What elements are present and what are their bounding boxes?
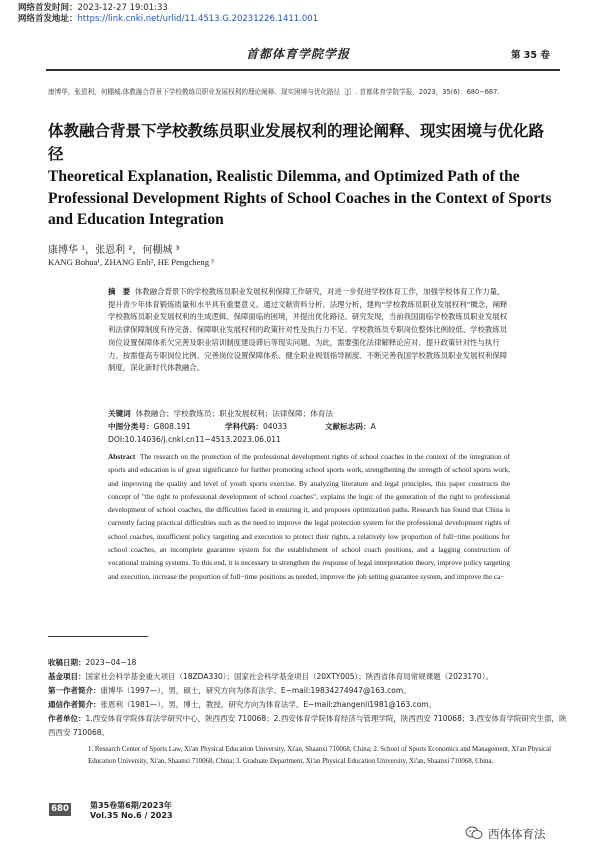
first-author-value: 康博华（1997—），男，硕士，研究方向为体育法学。E−mail:19834274947@163.com。 [100, 686, 411, 695]
fund-value: 国家社会科学基金重大项目（18ZDA330）；国家社会科学基金项目（20XTY005）；陕西省体育局常规课题（2023170）。 [85, 672, 493, 681]
footnote-first-author [48, 684, 568, 698]
citation-line: 康博华，张恩利，何棚城.体教融合背景下学校教练员职业发展权利的理论阐释、现实困境与优化路径［J］. 首都体育学院学报，2023，35(6)：680−687. [48, 88, 500, 96]
abstract-chinese-text: 体教融合背景下的学校教练员职业发展权利保障工作研究，对进一步促进学校体育工作，加强学校体育工作力量，提升青少年体育锻炼质量和水平具有重要意义。通过文献资料分析、法理分析，建构“学校教练员职业发展权利”概念，阐释学校教练员职业发展权利的生成逻辑、保障面临的困境，并提出优化路径。研究发现，当前我国面临学校教练员职业发展权利法律保障制度有待完备、保障职业发展权利的政策针对性及执行力不足、学校教练员专职岗位整体比例较低、学校教练员岗位设置保障体系欠完善及职业培训制度建设滞后等现实问题。为此，需要强化法律解释论应对、提升政策针对性与执行力、按需提高专职岗位比例、完善岗位设置保障体系、健全职业规划指导制度、不断完善我国学校教练员职业发展权利保障制度，深化新时代体教融合。 [108, 287, 508, 373]
keywords-chinese [108, 408, 333, 419]
abstract-english-text: The research on the protection of the professional development rights of school coaches in the context of the integration of sports and education is of great significance for further promoting school sports work, strengthening the strength of school sports work, and improving the quality and level of youth sports exercise. By analyzing literature and legal principles, this paper constructs the concept of "the right to professional development of school coaches", explains the logic of the generation of the right to professional development of school coaches, the difficulties faced in ensuring it, and proposes optimization paths. Research has found that China is currently facing practical difficulties such as the need to improve the legal protection system for the professional development rights of school coaches, insufficient policy targeting and execution to protect their rights, a relatively low proportion of full−time positions for school coaches, an incomplete guarantee system for the establishment of school coach positions, and a lagging construction of vocational training systems. To this end, it is necessary to strengthen the response of legal interpretation theory, improve policy targeting and execution, increase the proportion of full−time positions as needed, improve the job setting guarantee system, and improve the ca− [108, 452, 510, 581]
footnote-affiliation [48, 712, 568, 739]
document-code [325, 421, 376, 432]
doi[interactable]: DOI:10.14036/j.cnki.cn11−4513.2023.06.011 [108, 435, 281, 444]
abstract-chinese [108, 286, 510, 375]
clc-value: G808.191 [153, 422, 191, 431]
affiliation-english: 1. Research Center of Sports Law, Xi'an Physical Education University, Xi'an, Shaanxi 710068, China; 2. School of Sports Economics and Management, Xi'an Physical Education University, Xi'an, Shaanxi 710068, China; 3. Graduate Department, Xi'an Physical Education University, Xi'an, Shaanxi 710068, China. [88, 746, 552, 765]
corr-author-label: 通信作者简介： [48, 700, 101, 709]
clc-label: 中图分类号： [108, 422, 154, 431]
footnote-fund [48, 670, 568, 684]
authors-english: KANG Bohua¹, ZHANG Enli², HE Pengcheng ³ [48, 257, 214, 267]
classification-codes [108, 421, 191, 432]
keywords-text: 体教融合；学校教练员；职业发展权利；法律保障；体育法 [135, 409, 334, 418]
abstract-english [108, 450, 510, 583]
footer-volume-cn: 第35卷第6期/2023年 [90, 801, 172, 810]
subject-code-label: 学科代码： [225, 422, 263, 431]
subject-code [225, 421, 287, 432]
abstract-label: 摘 要 [108, 287, 131, 296]
watermark-text: 西体体育法 [488, 827, 546, 841]
received-value: 2023−04−18 [85, 658, 137, 667]
header-rule [46, 69, 560, 71]
title-chinese: 体教融合背景下学校教练员职业发展权利的理论阐释、现实困境与优化路径 [48, 122, 545, 163]
abstract-english-label: Abstract [108, 452, 136, 461]
publication-time-value: 2023-12-27 19:01:33 [77, 3, 168, 13]
fund-label: 基金项目： [48, 672, 86, 681]
publication-url-link[interactable]: https://link.cnki.net/urlid/11.4513.G.20231226.1411.001 [77, 14, 319, 24]
affiliation-cn: 1.西安体育学院体育法学研究中心，陕西西安 710068；2.西安体育学院体育经济与管理学院，陕西西安 710068；3.西安体育学院研究生部，陕西西安 710068。 [48, 714, 567, 737]
title-english: Theoretical Explanation, Realistic Dilemma, and Optimized Path of the Professional Development Rights of School Coaches in the Context of Sports and Education Integration [48, 168, 552, 228]
publication-time-label: 网络首发时间： [18, 3, 78, 13]
publication-address [18, 14, 318, 25]
document-code-label: 文献标志码： [325, 422, 371, 431]
footer-volume-en: Vol.35 No.6 / 2023 [90, 811, 173, 820]
footnote-corresponding-author [48, 698, 568, 712]
volume-tab: 第 35 卷 [511, 50, 550, 61]
footnote-rule [48, 636, 148, 637]
affiliation-label: 作者单位： [48, 714, 86, 723]
corr-author-value: 张恩利（1981—），男，博士，教授，研究方向为体育法学。E−mail:zhangenli1981@163.com。 [100, 700, 437, 709]
subject-code-value: 04033 [262, 422, 288, 431]
first-author-label: 第一作者简介： [48, 686, 101, 695]
page-number: 680 [49, 803, 71, 816]
journal-logo: 首都体育学院学报 [246, 47, 351, 61]
received-label: 收稿日期： [48, 658, 86, 667]
publication-time [18, 3, 168, 14]
publication-address-label: 网络首发地址： [18, 14, 78, 24]
keywords-label: 关键词 [108, 409, 131, 418]
authors-chinese: 康博华 ¹，张恩利 ²，何棚城 ³ [48, 245, 180, 256]
footnote-received [48, 656, 568, 670]
wechat-icon [465, 826, 483, 840]
document-code-value: A [370, 422, 376, 431]
